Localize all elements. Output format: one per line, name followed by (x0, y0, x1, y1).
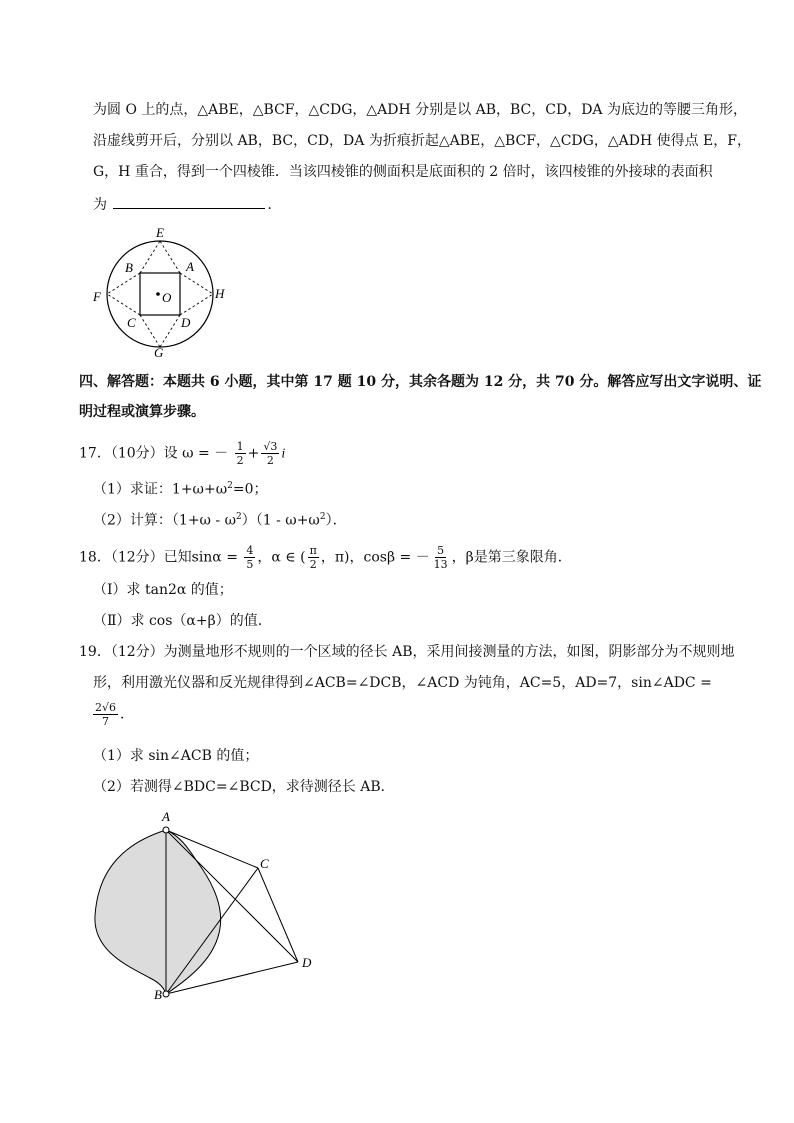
q16-line1: 为圆 O 上的点，△ABE，△BCF，△CDG，△ADH 分别是以 AB，BC，CD，DA 为底边的等腰三角形， (93, 102, 747, 118)
q19-tail: ． (120, 706, 135, 723)
label-f: F (93, 289, 101, 304)
dashed-be (140, 241, 160, 273)
dashed-dg (160, 315, 180, 347)
q17-minus: － (214, 445, 229, 462)
label-h: H (215, 286, 225, 301)
q17-p1-a: （1）求证：1+ω+ω (93, 481, 228, 498)
q17-frac1-num: 1 (236, 440, 244, 453)
q17-p2-a: （2）计算：（1+ω - ω (93, 512, 237, 529)
q17-frac1 (235, 440, 246, 467)
dashed-cg (140, 315, 160, 347)
answer-blank[interactable] (113, 194, 265, 209)
q17-p1-exp: 2 (227, 481, 233, 491)
point-b (163, 991, 169, 997)
label-c: C (260, 856, 269, 871)
q16-line4-prefix: 为 (93, 197, 107, 213)
q19-line3 (93, 701, 134, 728)
q18-frac1-den: 5 (246, 558, 254, 571)
q18-frac3 (432, 544, 450, 571)
square-abcd (140, 273, 180, 315)
dashed-cf (107, 294, 140, 315)
q18-head-text: 18．（12分）已知sinα = (79, 549, 243, 566)
q17-head (79, 440, 285, 467)
label-g: G (154, 345, 164, 360)
label-o: O (162, 290, 172, 305)
dashed-ah (180, 273, 213, 294)
q19-part1: （1）求 sin∠ACB 的值； (93, 748, 259, 764)
q19-frac (93, 701, 118, 728)
q16-figure (88, 224, 238, 360)
label-a: A (186, 259, 194, 274)
section4-line1: 四、解答题：本题共 6 小题，其中第 17 题 10 分，其余各题为 12 分，共 70 分。解答应写出文字说明、证 (79, 374, 762, 390)
q18-frac2-num: π (309, 544, 317, 557)
q17-i: i (281, 446, 286, 462)
q19-line1: 19．（12分）为测量地形不规则的一个区域的径长 AB，采用间接测量的方法，如图，阴影部分为不规则地 (79, 644, 735, 660)
q18-frac3-den: 13 (433, 558, 448, 571)
q17-part1 (93, 476, 267, 500)
dashed-dh (180, 294, 213, 315)
q19-frac-den: 7 (102, 715, 109, 728)
q16-line4-suffix: ． (267, 197, 282, 213)
q19-frac-num: 2√6 (95, 701, 117, 714)
label-b: B (154, 987, 162, 1002)
q16-line2: 沿虚线剪开后，分别以 AB，BC，CD，DA 为折痕折起△ABE，△BCF，△CDG，△ADH 使得点 E，F， (93, 133, 751, 149)
q17-plus: + (247, 445, 260, 462)
q18-mid1: ，α ∈ ( (257, 549, 306, 566)
q17-p1-b: =0； (232, 481, 268, 498)
q18-tail: ，β是第三象限角． (451, 549, 572, 566)
q18-mid2: ，π)，cosβ = － (320, 549, 430, 566)
label-d: D (302, 955, 312, 970)
q18-frac1 (244, 544, 255, 571)
line-cd (258, 868, 298, 962)
section4-line2: 明过程或演算步骤。 (79, 404, 205, 420)
point-a (163, 827, 169, 833)
q17-frac2 (261, 440, 279, 467)
label-c: C (127, 315, 136, 330)
q17-head-text: 17．（10分）设 ω = (79, 445, 215, 462)
shaded-region (95, 830, 221, 994)
q19-line2: 形，利用激光仪器和反光规律得到∠ACB=∠DCB，∠ACD 为钝角，AC=5，AD=7，sin∠ADC = (93, 675, 712, 691)
q17-p2-b: ）（1 - ω+ω (241, 512, 320, 529)
label-b: B (125, 260, 133, 275)
q18-frac2 (308, 544, 319, 571)
q17-frac1-den: 2 (236, 454, 244, 467)
q18-frac2-den: 2 (309, 558, 317, 571)
q16-line4 (93, 194, 281, 215)
label-d: D (181, 315, 191, 330)
q18-frac1-num: 4 (246, 544, 254, 557)
label-a: A (162, 809, 170, 824)
q16-line3: G，H 重合，得到一个四棱锥．当该四棱锥的侧面积是底面积的 2 倍时，该四棱锥的外接球的表面积 (93, 164, 713, 180)
q18-frac3-num: 5 (437, 544, 445, 557)
label-e: E (156, 225, 164, 240)
center-dot (156, 292, 160, 296)
dashed-bf (107, 273, 140, 294)
q18-part2: （Ⅱ）求 cos（α+β）的值． (93, 613, 272, 629)
q18-head (79, 544, 572, 571)
circle-o (107, 241, 213, 347)
q17-frac2-den: 2 (266, 454, 274, 467)
q17-frac2-num: √3 (263, 440, 278, 453)
q17-part2 (93, 507, 347, 531)
q17-p2-c: ）． (325, 512, 347, 529)
q19-part2: （2）若测得∠BDC=∠BCD，求待测径长 AB． (93, 779, 395, 795)
q18-part1: （Ⅰ）求 tan2α 的值； (93, 582, 233, 598)
q19-figure (88, 806, 328, 1006)
q17-p2-exp1: 2 (236, 512, 242, 522)
dashed-ae (160, 241, 180, 273)
q17-p2-exp2: 2 (319, 512, 326, 522)
